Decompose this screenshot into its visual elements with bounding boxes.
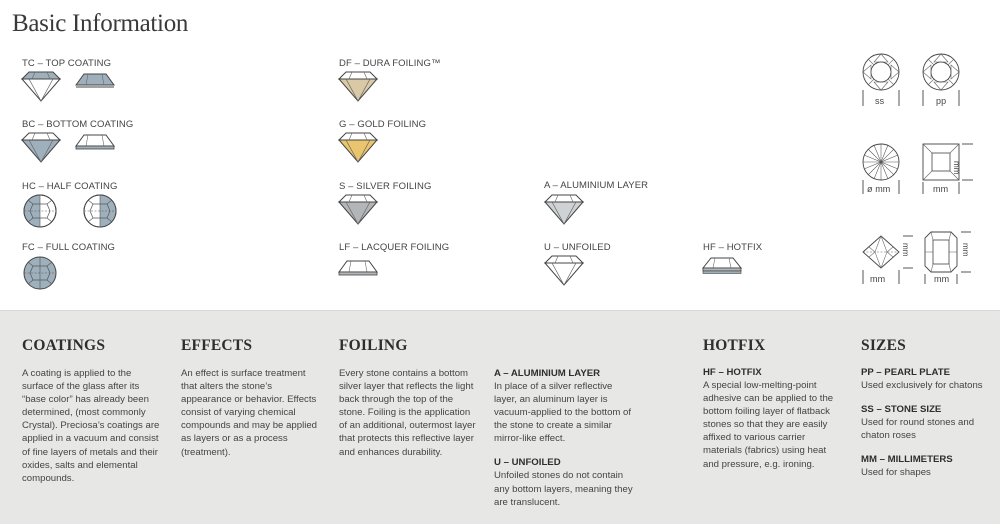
unfoiled-text: Unfoiled stones do not contain any bottom layers, meaning they are translucent. xyxy=(494,470,633,508)
chaton-ss-pp-icon xyxy=(855,50,975,112)
hotfix-icon xyxy=(701,256,745,278)
hotfix-section xyxy=(703,337,843,471)
size-bicone-mm-label: mm xyxy=(870,274,886,284)
gold-foiling-icon xyxy=(337,131,381,165)
sizes-section xyxy=(861,337,989,491)
unfoiled-icon xyxy=(543,254,587,288)
lacquer-foiling-icon xyxy=(337,258,381,280)
label-unfoiled: U – UNFOILED xyxy=(544,242,611,253)
size-pp-label: pp xyxy=(936,96,947,106)
top-coating-icon xyxy=(20,70,120,104)
label-lacquer-foiling: LF – LACQUER FOILING xyxy=(339,242,450,253)
size-octagon-mm-vertical-label: mm xyxy=(961,243,970,257)
info-panel xyxy=(0,310,1000,524)
hotfix-heading: HOTFIX xyxy=(703,337,766,354)
size-bicone-mm-vertical-label: mm xyxy=(901,243,910,257)
size-mm-title: MM – MILLIMETERS xyxy=(861,454,953,466)
label-bottom-coating: BC – BOTTOM COATING xyxy=(22,119,134,130)
foiling-section xyxy=(339,337,477,459)
aluminium-layer-icon xyxy=(543,193,587,227)
size-ss-text: Used for round stones and chaton roses xyxy=(861,417,975,442)
size-pp-title: PP – PEARL PLATE xyxy=(861,367,951,378)
label-full-coating: FC – FULL COATING xyxy=(22,242,116,253)
size-octagon-mm-label: mm xyxy=(934,274,950,284)
aluminium-title: A – ALUMINIUM LAYER xyxy=(494,368,601,379)
size-square-mm-vertical-label: mm xyxy=(952,161,961,175)
unfoiled-title: U – UNFOILED xyxy=(494,457,561,469)
size-ss-label: ss xyxy=(875,96,885,106)
bottom-coating-icon xyxy=(20,131,120,165)
full-coating-icon xyxy=(20,256,62,292)
effects-section xyxy=(181,337,321,459)
hotfix-text: A special low-melting-point adhesive can be applied to the bottom foiling layer of flatback stones so that they are easily affixed to various carrier materials (fabrics) using heat and pressure, e.g. ironing. xyxy=(703,380,834,470)
aluminium-text: In place of a silver reflective layer, an aluminum layer is vacuum-applied to the bottom of the stone to create a similar mirror-like effect. xyxy=(494,381,632,445)
half-coating-icon xyxy=(20,194,120,230)
silver-foiling-icon xyxy=(337,193,381,227)
size-ss-title: SS – STONE SIZE xyxy=(861,404,942,416)
coatings-section xyxy=(22,337,162,485)
coatings-text: A coating is applied to the surface of the glass after its “base color” has already been determined, (most commonly Crystal). Preciosa’s coatings are applied in a vacuum and consist of fine layers of metals and their oxides, salts and elemental compounds. xyxy=(22,368,160,484)
label-top-coating: TC – TOP COATING xyxy=(22,58,112,69)
foiling-text: Every stone contains a bottom silver layer that reflects the light back through the top of the stone. Foiling is the application of an additional, outermost layer that protects this reflective layer and enhances durability. xyxy=(339,368,476,458)
label-half-coating: HC – HALF COATING xyxy=(22,181,118,192)
page-title: Basic Information xyxy=(12,10,189,37)
coatings-heading: COATINGS xyxy=(22,337,106,354)
label-hotfix: HF – HOTFIX xyxy=(703,242,763,253)
effects-text: An effect is surface treatment that alters the stone’s appearance or behavior. Effects consist of varying chemical compounds and may be applied as layers or as a process (treatment). xyxy=(181,368,318,458)
dura-foiling-icon xyxy=(337,70,381,104)
effects-heading: EFFECTS xyxy=(181,337,253,354)
size-pp-text: Used exclusively for chatons xyxy=(861,380,983,391)
sizes-heading: SIZES xyxy=(861,337,906,354)
aluminium-section xyxy=(494,368,636,521)
size-round-mm-label: ø mm xyxy=(867,184,891,194)
foiling-heading: FOILING xyxy=(339,337,408,354)
size-mm-text: Used for shapes xyxy=(861,467,931,479)
label-dura-foiling: DF – DURA FOILING™ xyxy=(339,58,441,69)
label-aluminium-layer: A – ALUMINIUM LAYER xyxy=(544,180,649,191)
size-square-mm-label: mm xyxy=(933,184,949,194)
label-silver-foiling: S – SILVER FOILING xyxy=(339,181,432,192)
label-gold-foiling: G – GOLD FOILING xyxy=(339,119,427,130)
hotfix-title: HF – HOTFIX xyxy=(703,367,762,378)
